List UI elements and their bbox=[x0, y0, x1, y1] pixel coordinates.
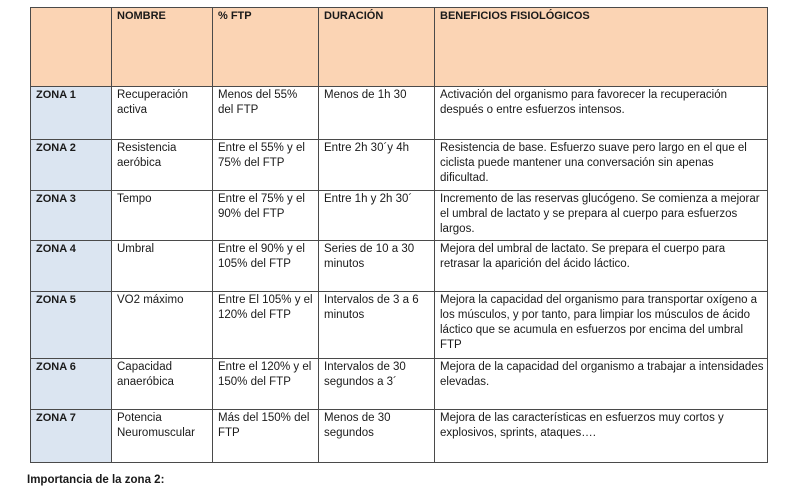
training-zones-table bbox=[30, 7, 768, 463]
zone-label: ZONA 7 bbox=[31, 410, 112, 463]
zone-benefits: Mejora de la capacidad del organismo a trabajar a intensidades elevadas. bbox=[435, 359, 768, 410]
table-row bbox=[31, 241, 768, 292]
table-row bbox=[31, 292, 768, 359]
zone-ftp: Entre el 55% y el 75% del FTP bbox=[213, 140, 319, 191]
zone-benefits: Incremento de las reservas glucógeno. Se comienza a mejorar el umbral de lactato y se prepara al cuerpo para esfuerzos largos. bbox=[435, 191, 768, 241]
header-ftp: % FTP bbox=[213, 8, 319, 87]
zone-label: ZONA 6 bbox=[31, 359, 112, 410]
zone-ftp: Entre el 75% y el 90% del FTP bbox=[213, 191, 319, 241]
zone-duration: Intervalos de 30 segundos a 3´ bbox=[319, 359, 435, 410]
zone-benefits: Mejora del umbral de lactato. Se prepara el cuerpo para retrasar la aparición del ácido láctico. bbox=[435, 241, 768, 292]
zone-label: ZONA 4 bbox=[31, 241, 112, 292]
zone-ftp: Entre el 120% y el 150% del FTP bbox=[213, 359, 319, 410]
header-nombre: NOMBRE bbox=[112, 8, 213, 87]
zone-duration: Menos de 30 segundos bbox=[319, 410, 435, 463]
table-row bbox=[31, 359, 768, 410]
zone-name: VO2 máximo bbox=[112, 292, 213, 359]
zone-ftp: Entre el 90% y el 105% del FTP bbox=[213, 241, 319, 292]
zone-benefits: Mejora de las características en esfuerzos muy cortos y explosivos, sprints, ataques…. bbox=[435, 410, 768, 463]
table-row bbox=[31, 140, 768, 191]
zone-duration: Menos de 1h 30 bbox=[319, 87, 435, 140]
zone-name: Resistencia aeróbica bbox=[112, 140, 213, 191]
zone-benefits: Resistencia de base. Esfuerzo suave pero largo en el que el ciclista puede mantener una conversación sin apenas dificultad. bbox=[435, 140, 768, 191]
header-duracion: DURACIÓN bbox=[319, 8, 435, 87]
zone-label: ZONA 5 bbox=[31, 292, 112, 359]
zone-name: Recuperación activa bbox=[112, 87, 213, 140]
zone-benefits: Activación del organismo para favorecer la recuperación después o entre esfuerzos intensos. bbox=[435, 87, 768, 140]
zone-label: ZONA 3 bbox=[31, 191, 112, 241]
zone-benefits: Mejora la capacidad del organismo para transportar oxígeno a los músculos, y por tanto, para limpiar los músculos de ácido láctico que se acumula en esfuerzos por encima del umbral FTP bbox=[435, 292, 768, 359]
section-heading: Importancia de la zona 2: bbox=[27, 474, 165, 486]
table-row bbox=[31, 410, 768, 463]
zone-duration: Entre 1h y 2h 30´ bbox=[319, 191, 435, 241]
zone-duration: Series de 10 a 30 minutos bbox=[319, 241, 435, 292]
zone-name: Tempo bbox=[112, 191, 213, 241]
table-header-row bbox=[31, 8, 768, 87]
zone-ftp: Más del 150% del FTP bbox=[213, 410, 319, 463]
zone-duration: Entre 2h 30´y 4h bbox=[319, 140, 435, 191]
zone-ftp: Entre El 105% y el 120% del FTP bbox=[213, 292, 319, 359]
zone-label: ZONA 2 bbox=[31, 140, 112, 191]
zone-name: Capacidad anaeróbica bbox=[112, 359, 213, 410]
zone-name: Umbral bbox=[112, 241, 213, 292]
table-row bbox=[31, 191, 768, 241]
header-zone bbox=[31, 8, 112, 87]
zone-label: ZONA 1 bbox=[31, 87, 112, 140]
zone-ftp: Menos del 55% del FTP bbox=[213, 87, 319, 140]
zone-name: Potencia Neuromuscular bbox=[112, 410, 213, 463]
header-beneficios: BENEFICIOS FISIOLÓGICOS bbox=[435, 8, 768, 87]
table-row bbox=[31, 87, 768, 140]
zone-duration: Intervalos de 3 a 6 minutos bbox=[319, 292, 435, 359]
